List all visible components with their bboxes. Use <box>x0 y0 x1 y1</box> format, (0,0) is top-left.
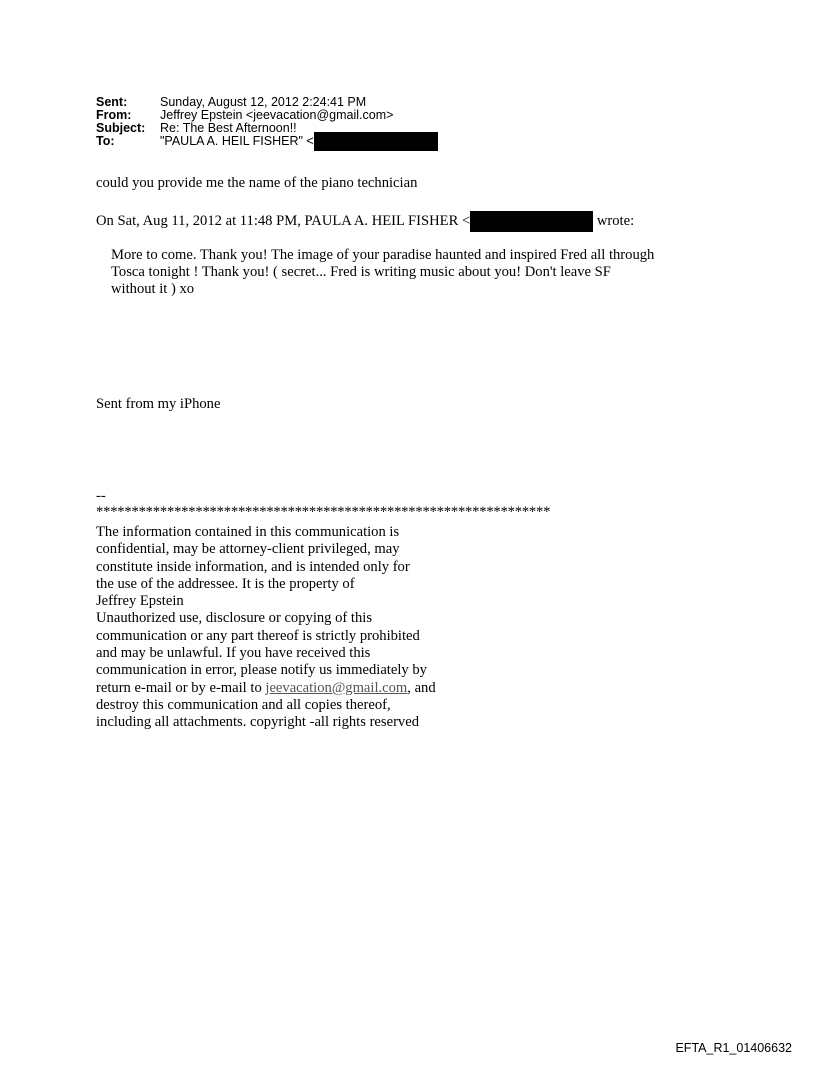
quote-line: without it ) xo <box>111 281 195 297</box>
disclaimer-line: confidential, may be attorney-client privileged, may <box>96 541 400 558</box>
email-link[interactable]: jeevacation@gmail.com <box>265 679 408 696</box>
from-label: From: <box>96 108 132 122</box>
separator-dashes: -- <box>96 488 106 504</box>
disclaimer-line: Jeffrey Epstein <box>96 593 184 610</box>
quote-intro <box>96 211 634 232</box>
to-label: To: <box>96 134 115 148</box>
disclaimer-email-line <box>96 680 436 697</box>
quote-line: More to come. Thank you! The image of your paradise haunted and inspired Fred all through <box>111 247 655 263</box>
signature: Sent from my iPhone <box>96 396 221 412</box>
quote-intro-prefix: On Sat, Aug 11, 2012 at 11:48 PM, PAULA A. HEIL FISHER < <box>96 212 471 229</box>
to-row <box>96 135 438 151</box>
redaction-box <box>314 132 438 151</box>
quote-intro-suffix: wrote: <box>596 212 635 229</box>
email-line-suffix: , and <box>407 679 436 696</box>
quote-line: Tosca tonight ! Thank you! ( secret... Fred is writing music about you! Don't leave SF <box>111 264 611 280</box>
sent-label: Sent: <box>96 95 128 109</box>
disclaimer-line: The information contained in this communication is <box>96 524 400 540</box>
disclaimer-separator <box>96 488 550 520</box>
to-value: "PAULA A. HEIL FISHER" < <box>160 134 314 148</box>
subject-label: Subject: <box>96 121 146 135</box>
disclaimer-line: the use of the addressee. It is the property of <box>96 575 355 592</box>
sent-value: Sunday, August 12, 2012 2:24:41 PM <box>160 95 367 109</box>
document-id: EFTA_R1_01406632 <box>675 1041 792 1055</box>
reply-text: could you provide me the name of the piano technician <box>96 175 418 191</box>
email-header <box>96 96 438 151</box>
disclaimer-line: communication or any part thereof is strictly prohibited <box>96 627 420 644</box>
disclaimer-text <box>96 524 436 732</box>
quoted-message <box>111 247 654 298</box>
disclaimer-line: Unauthorized use, disclosure or copying of this <box>96 610 373 627</box>
email-line-prefix: return e-mail or by e-mail to <box>96 679 266 696</box>
redaction-box <box>470 211 593 232</box>
disclaimer-line: including all attachments. copyright -all rights reserved <box>96 714 419 731</box>
from-value: Jeffrey Epstein <jeevacation@gmail.com> <box>160 108 394 122</box>
disclaimer-line: destroy this communication and all copies thereof, <box>96 696 391 713</box>
subject-value: Re: The Best Afternoon!! <box>160 121 297 135</box>
disclaimer-line: constitute inside information, and is intended only for <box>96 558 410 575</box>
disclaimer-line: communication in error, please notify us immediately by <box>96 662 427 679</box>
disclaimer-line: and may be unlawful. If you have received this <box>96 645 371 662</box>
separator-stars: **************************************************************** <box>96 504 551 520</box>
